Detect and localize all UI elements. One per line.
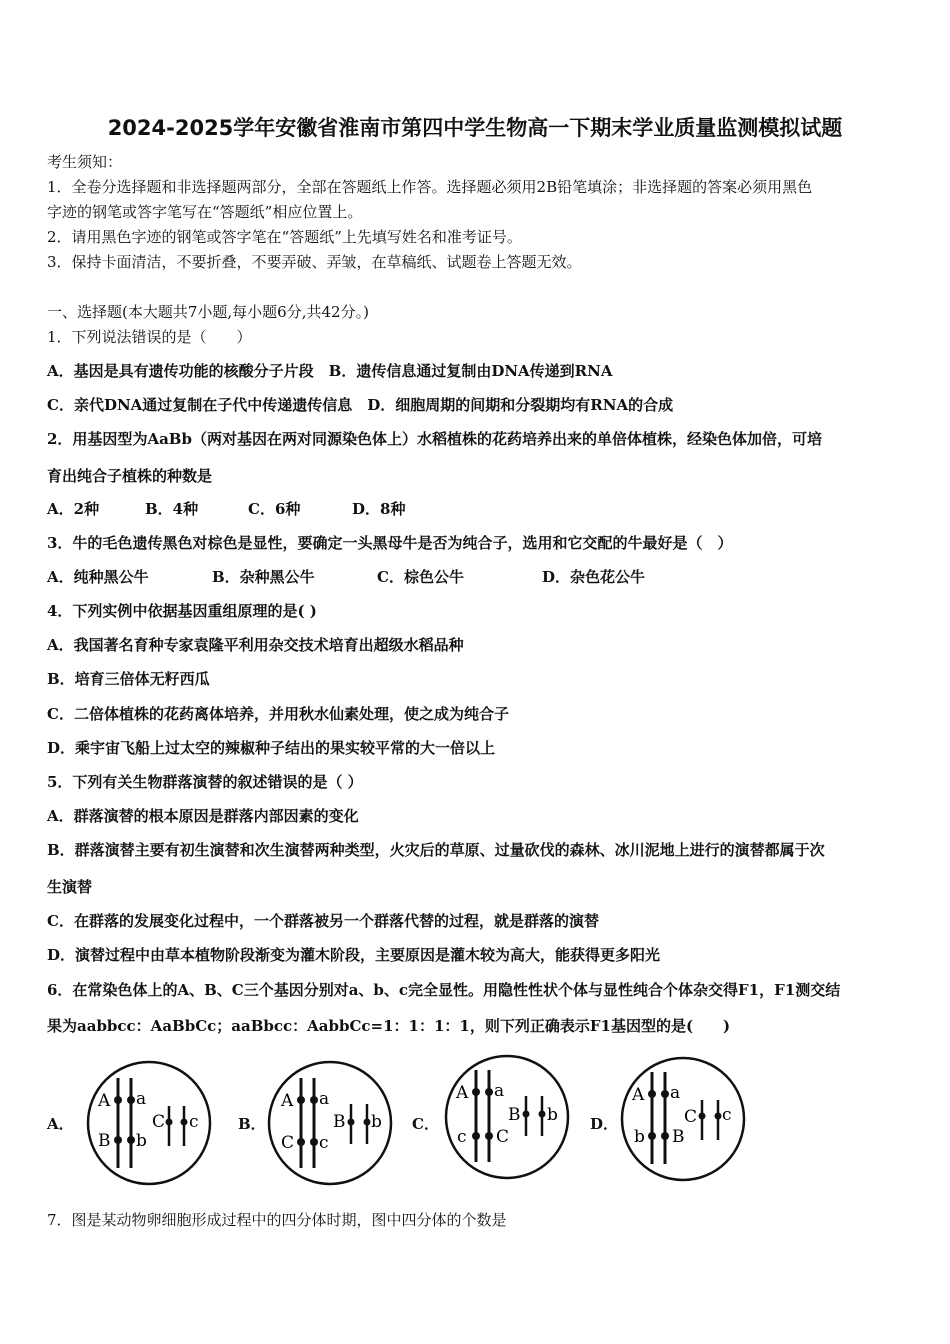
gene-locus [472,1088,480,1096]
q5-option-a: A．群落演替的根本原因是群落内部因素的变化 [47,807,359,825]
gene-locus [648,1090,656,1098]
q5-option-d: D．演替过程中由草本植物阶段渐变为灌木阶段，主要原因是灌木较为高大，能获得更多阳光 [47,946,661,964]
gene-label: c [189,1112,199,1132]
gene-locus [114,1136,122,1144]
gene-locus [485,1088,493,1096]
q4-option-c: C．二倍体植株的花药离体培养，并用秋水仙素处理，使之成为纯合子 [47,705,509,723]
gene-label: A [456,1083,469,1103]
q5-stem: 5．下列有关生物群落演替的叙述错误的是（ ） [47,773,363,791]
section-heading: 一、选择题(本大题共7小题,每小题6分,共42分。) [47,303,369,321]
notice-item-1b: 字迹的钢笔或答字笔写在“答题纸”相应位置上。 [47,203,363,221]
notice-heading: 考生须知： [47,153,123,171]
gene-locus [523,1111,530,1118]
gene-label: A [98,1091,111,1111]
q3-option-b: B．杂种黑公牛 [212,568,315,586]
gene-locus [166,1119,173,1126]
gene-locus [310,1138,318,1146]
gene-label: C [281,1133,295,1153]
gene-label: b [136,1131,147,1151]
gene-label: B [672,1127,685,1147]
gene-locus [127,1136,135,1144]
q2-option-c: C．6种 [248,500,301,518]
gene-locus [348,1119,355,1126]
q6-stem-b: 果为aabbcc：AaBbCc；aaBbcc：AabbCc=1：1：1：1，则下列正确表示F1基因型的是( ) [47,1017,731,1035]
gene-label: A [632,1085,645,1105]
notice-item-3: 3．保持卡面清洁，不要折叠，不要弄破、弄皱，在草稿纸、试题卷上答题无效。 [47,253,582,271]
gene-locus [114,1096,122,1104]
gene-label: B [333,1112,346,1132]
q6-figure-d [618,1056,748,1182]
gene-label: C [684,1107,698,1127]
gene-label: a [319,1089,330,1109]
q6-fig-a-label: A． [47,1115,74,1133]
notice-item-1a: 1．全卷分选择题和非选择题两部分，全部在答题纸上作答。选择题必须用2B铅笔填涂；非选择题的答案必须用黑色 [47,178,813,196]
gene-locus [310,1096,318,1104]
q2-option-b: B．4种 [145,500,199,518]
q2-stem-a: 2．用基因型为AaBb（两对基因在两对同源染色体上）水稻植株的花药培养出来的单倍体植株，经染色体加倍，可培 [47,430,822,448]
gene-label: c [319,1133,329,1153]
q1-options-ab: A．基因是具有遗传功能的核酸分子片段 B．遗传信息通过复制由DNA传递到RNA [47,362,613,380]
q7-stem: 7．图是某动物卵细胞形成过程中的四分体时期，图中四分体的个数是 [47,1211,507,1229]
q3-option-d: D．杂色花公牛 [542,568,646,586]
gene-locus [661,1090,669,1098]
gene-locus [661,1132,669,1140]
gene-label: B [508,1105,521,1125]
q6-figure-b [265,1060,395,1186]
q4-stem: 4．下列实例中依据基因重组原理的是( ) [47,602,317,620]
gene-locus [485,1132,493,1140]
q5-option-c: C．在群落的发展变化过程中，一个群落被另一个群落代替的过程，就是群落的演替 [47,912,599,930]
gene-label: a [494,1081,505,1101]
q5-option-b-2: 生演替 [47,878,93,896]
q5-option-b-1: B．群落演替主要有初生演替和次生演替两种类型，火灾后的草原、过量砍伐的森林、冰川泥地上进行的演替都属于次 [47,841,825,859]
gene-label: b [547,1105,558,1125]
q2-option-a: A．2种 [47,500,100,518]
q3-stem: 3．牛的毛色遗传黑色对棕色是显性，要确定一头黑母牛是否为纯合子，选用和它交配的牛最好是（ ） [47,534,733,552]
gene-locus [297,1096,305,1104]
q2-stem-b: 育出纯合子植株的种数是 [47,467,213,485]
page-title: 2024-2025学年安徽省淮南市第四中学生物高一下期末学业质量监测模拟试题 [107,116,843,140]
gene-label: b [634,1127,645,1147]
q6-figure-a [84,1060,214,1186]
q1-options-cd: C．亲代DNA通过复制在子代中传递遗传信息 D．细胞周期的间期和分裂期均有RNA的合成 [47,396,674,414]
gene-locus [181,1119,188,1126]
gene-locus [472,1132,480,1140]
gene-locus [699,1113,706,1120]
gene-label: c [457,1127,467,1147]
gene-locus [715,1113,722,1120]
gene-locus [297,1138,305,1146]
q3-option-c: C．棕色公牛 [377,568,464,586]
gene-label: B [98,1131,111,1151]
q6-fig-b-label: B． [238,1115,266,1133]
gene-locus [539,1111,546,1118]
gene-label: b [371,1112,382,1132]
gene-locus [648,1132,656,1140]
q4-option-a: A．我国著名育种专家袁隆平利用杂交技术培育出超级水稻品种 [47,636,464,654]
q6-stem-a: 6．在常染色体上的A、B、C三个基因分别对a、b、c完全显性。用隐性性状个体与显性纯合个体杂交得F1，F1测交结 [47,981,841,999]
gene-label: C [152,1112,166,1132]
q6-fig-d-label: D． [590,1115,619,1133]
q2-option-d: D．8种 [352,500,406,518]
q1-stem: 1．下列说法错误的是（ ） [47,328,252,346]
q6-fig-c-label: C． [412,1115,439,1133]
notice-item-2: 2．请用黑色字迹的钢笔或答字笔在“答题纸”上先填写姓名和准考证号。 [47,228,522,246]
q6-figure-c [441,1054,573,1180]
gene-label: a [136,1089,147,1109]
gene-locus [127,1096,135,1104]
gene-label: C [496,1127,510,1147]
gene-label: c [722,1105,732,1125]
gene-label: A [281,1091,294,1111]
q3-option-a: A．纯种黑公牛 [47,568,149,586]
q4-option-b: B．培育三倍体无籽西瓜 [47,670,210,688]
gene-label: a [670,1083,681,1103]
gene-locus [364,1119,371,1126]
q4-option-d: D．乘宇宙飞船上过太空的辣椒种子结出的果实较平常的大一倍以上 [47,739,496,757]
